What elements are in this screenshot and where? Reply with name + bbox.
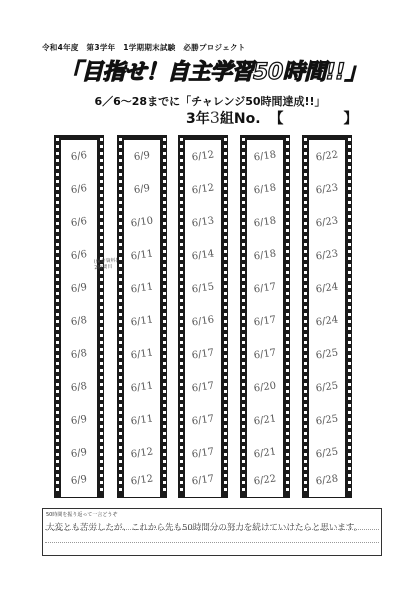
- film-frame[interactable]: [309, 206, 345, 239]
- film-frame[interactable]: [61, 404, 97, 437]
- frame-date: 6/18: [253, 149, 277, 164]
- frame-date: 6/9: [133, 149, 151, 164]
- film-frame[interactable]: [247, 464, 283, 497]
- frame-date: 6/17: [253, 347, 277, 362]
- frame-date: 6/16: [191, 314, 215, 329]
- film-frame[interactable]: [124, 338, 160, 371]
- frame-date: 6/11: [130, 413, 154, 428]
- film-strip: [302, 135, 352, 498]
- frame-date: 6/6: [70, 149, 88, 164]
- film-frame[interactable]: [309, 371, 345, 404]
- class-label: 組No.: [219, 111, 261, 127]
- film-frame[interactable]: [185, 173, 221, 206]
- film-frame[interactable]: [309, 305, 345, 338]
- frame-date: 6/13: [191, 215, 215, 230]
- film-frame[interactable]: [309, 140, 345, 173]
- film-frame[interactable]: [247, 173, 283, 206]
- film-frame[interactable]: [247, 338, 283, 371]
- film-frame[interactable]: [247, 305, 283, 338]
- film-frame[interactable]: [124, 272, 160, 305]
- frame-date: 6/23: [315, 182, 339, 197]
- class-number-line: [186, 108, 357, 128]
- worksheet-subtitle: 6／6～28までに「チャレンジ50時間達成!!」: [94, 95, 326, 108]
- frame-date: 6/12: [130, 473, 154, 488]
- frame-date: 6/21: [253, 413, 277, 428]
- frame-date: 6/17: [191, 446, 215, 461]
- frame-date: 6/8: [70, 347, 88, 362]
- film-frame[interactable]: [185, 305, 221, 338]
- film-strip: [178, 135, 228, 498]
- sprocket-holes: [222, 135, 228, 498]
- reflection-comment[interactable]: 大変とも苦労したが、これから先も50時間分の努力を続けていけたらと思います。: [46, 523, 363, 533]
- sprocket-holes: [54, 135, 60, 498]
- film-frame[interactable]: [185, 371, 221, 404]
- film-frame[interactable]: [247, 272, 283, 305]
- no-bracket-close: 】: [343, 111, 358, 127]
- film-frame[interactable]: [247, 239, 283, 272]
- handwritten-note: (保存資料) 2時間目: [93, 257, 123, 272]
- sprocket-holes: [346, 135, 352, 498]
- frame-date: 6/17: [253, 281, 277, 296]
- sprocket-holes: [161, 135, 167, 498]
- frame-date: 6/6: [70, 215, 88, 230]
- grade-label: 3年: [186, 111, 210, 127]
- film-frame[interactable]: [247, 404, 283, 437]
- film-strip: [117, 135, 167, 498]
- film-frame[interactable]: [124, 206, 160, 239]
- frame-date: 6/12: [130, 446, 154, 461]
- worksheet-header: 令和4年度 第3学年 1学期期末試験 必勝プロジェクト: [42, 43, 246, 52]
- film-frame[interactable]: [124, 404, 160, 437]
- film-frame[interactable]: [247, 371, 283, 404]
- film-frame[interactable]: [124, 140, 160, 173]
- sprocket-holes: [98, 135, 104, 498]
- film-frame[interactable]: [185, 206, 221, 239]
- no-bracket-open: 【: [269, 111, 284, 127]
- frame-date: 6/11: [130, 281, 154, 296]
- frame-date: 6/21: [253, 446, 277, 461]
- frame-date: 6/14: [191, 248, 215, 263]
- film-frame[interactable]: [124, 239, 160, 272]
- frame-date: 6/23: [315, 215, 339, 230]
- frame-date: 6/6: [70, 182, 88, 197]
- frame-date: 6/24: [315, 314, 339, 329]
- film-frame[interactable]: [309, 404, 345, 437]
- frame-date: 6/9: [133, 182, 151, 197]
- frame-date: 6/25: [315, 413, 339, 428]
- film-frame[interactable]: [61, 338, 97, 371]
- frame-date: 6/12: [191, 149, 215, 164]
- frame-date: 6/18: [253, 215, 277, 230]
- frame-date: 6/8: [70, 380, 88, 395]
- frame-date: 6/8: [70, 314, 88, 329]
- film-frame[interactable]: [185, 272, 221, 305]
- class-value: 3: [209, 108, 220, 127]
- frame-date: 6/22: [253, 473, 277, 488]
- film-frame[interactable]: [61, 272, 97, 305]
- film-frame[interactable]: [61, 140, 97, 173]
- film-frame[interactable]: [247, 140, 283, 173]
- film-frame[interactable]: [247, 206, 283, 239]
- frame-date: 6/25: [315, 446, 339, 461]
- film-frame[interactable]: [185, 404, 221, 437]
- frame-date: 6/17: [253, 314, 277, 329]
- sprocket-holes: [302, 135, 308, 498]
- film-frame[interactable]: [61, 371, 97, 404]
- sprocket-holes: [117, 135, 123, 498]
- film-strip: [54, 135, 104, 498]
- frame-date: 6/25: [315, 347, 339, 362]
- frame-date: 6/17: [191, 347, 215, 362]
- frame-date: 6/25: [315, 380, 339, 395]
- film-frame[interactable]: [185, 239, 221, 272]
- film-frame[interactable]: [124, 464, 160, 497]
- frame-date: 6/11: [130, 347, 154, 362]
- frame-date: 6/11: [130, 314, 154, 329]
- frame-date: 6/15: [191, 281, 215, 296]
- film-frame[interactable]: [185, 338, 221, 371]
- frame-date: 6/6: [70, 248, 88, 263]
- worksheet-title: 「目指せ！自主学習50時間!!」: [59, 60, 367, 85]
- frame-date: 6/11: [130, 380, 154, 395]
- sprocket-holes: [178, 135, 184, 498]
- frame-date: 6/28: [315, 473, 339, 488]
- frame-date: 6/20: [253, 380, 277, 395]
- sprocket-holes: [284, 135, 290, 498]
- film-frame[interactable]: [309, 272, 345, 305]
- frame-date: 6/10: [130, 215, 154, 230]
- frame-date: 6/23: [315, 248, 339, 263]
- reflection-label: 50時間を振り返って一言どうぞ: [46, 512, 118, 518]
- frame-date: 6/18: [253, 182, 277, 197]
- frame-date: 6/9: [70, 281, 88, 296]
- film-frame[interactable]: [61, 464, 97, 497]
- film-frame[interactable]: [309, 239, 345, 272]
- frame-date: 6/11: [130, 248, 154, 263]
- film-frame[interactable]: [309, 173, 345, 206]
- film-frame[interactable]: [309, 464, 345, 497]
- frame-date: 6/9: [70, 413, 88, 428]
- film-frame[interactable]: [124, 305, 160, 338]
- frame-date: 6/22: [315, 149, 339, 164]
- frame-date: 6/9: [70, 473, 88, 488]
- frame-date: 6/17: [191, 413, 215, 428]
- frame-date: 6/17: [191, 473, 215, 488]
- film-frame[interactable]: [185, 140, 221, 173]
- film-frame[interactable]: [61, 173, 97, 206]
- frame-date: 6/18: [253, 248, 277, 263]
- frame-date: 6/24: [315, 281, 339, 296]
- frame-date: 6/9: [70, 446, 88, 461]
- frame-date: 6/12: [191, 182, 215, 197]
- film-frame[interactable]: [124, 371, 160, 404]
- film-strip: [240, 135, 290, 498]
- film-frame[interactable]: [185, 464, 221, 497]
- film-frame[interactable]: [61, 239, 97, 272]
- frame-date: 6/17: [191, 380, 215, 395]
- sprocket-holes: [240, 135, 246, 498]
- film-frame[interactable]: [309, 338, 345, 371]
- film-frame[interactable]: [124, 173, 160, 206]
- film-frame[interactable]: [61, 305, 97, 338]
- film-frame[interactable]: [61, 206, 97, 239]
